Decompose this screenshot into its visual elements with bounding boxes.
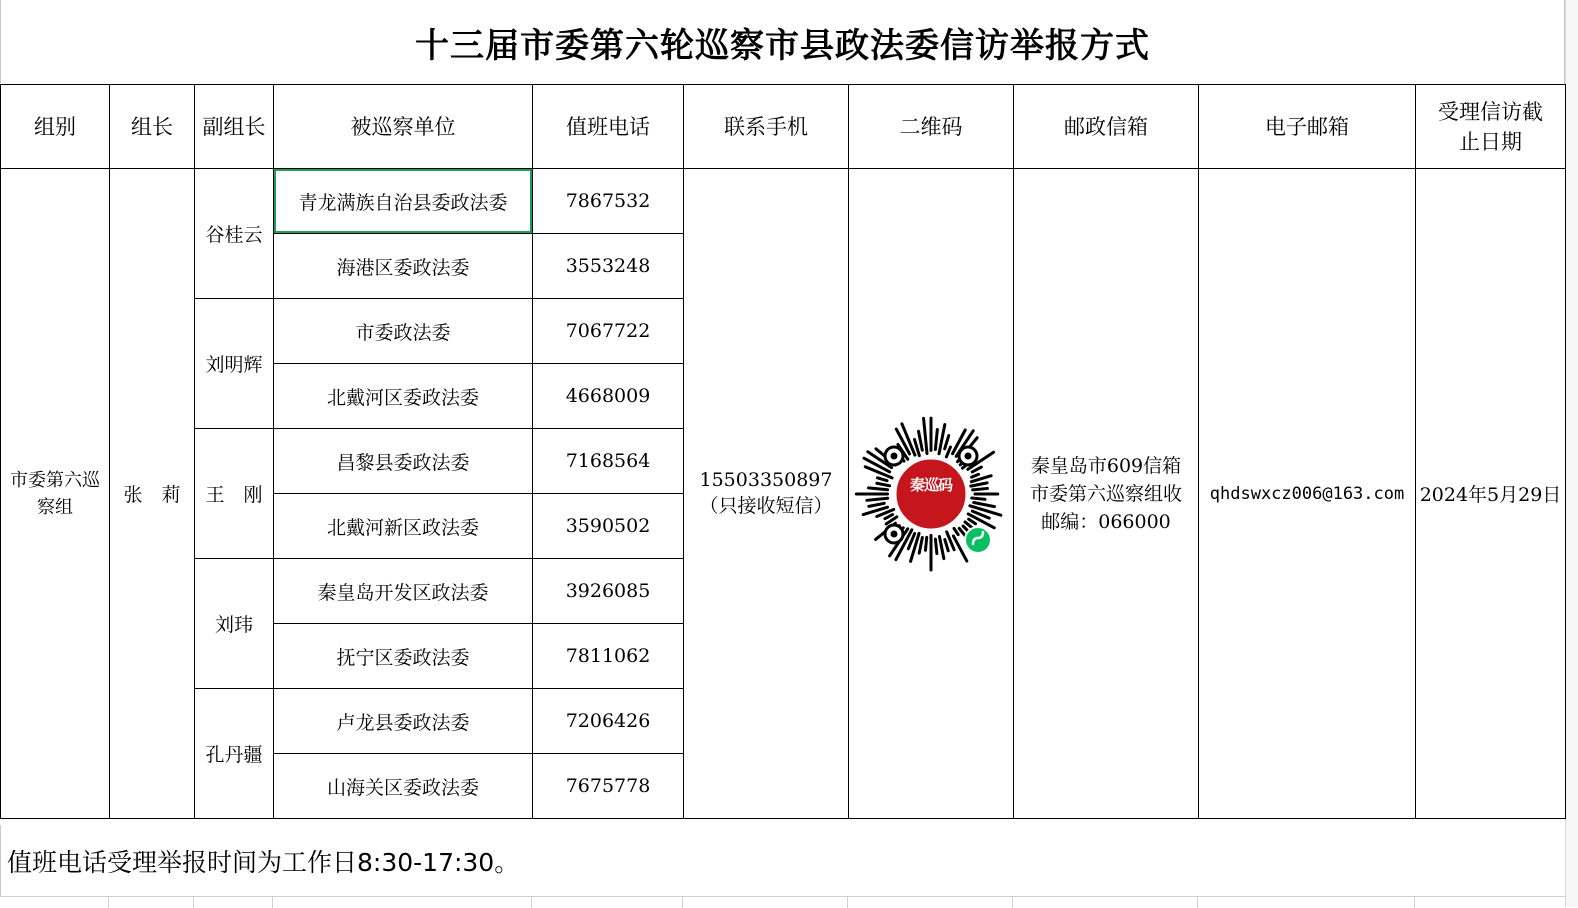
qr-dash bbox=[974, 502, 995, 506]
sheet-edge bbox=[1565, 0, 1578, 907]
header-row bbox=[1, 85, 1566, 169]
unit-cell[interactable]: 昌黎县委政法委 bbox=[274, 429, 533, 494]
postal-line3: 邮编：066000 bbox=[1041, 510, 1171, 533]
qr-dash bbox=[935, 539, 936, 553]
next-row-gridlines bbox=[0, 896, 1565, 908]
unit-cell[interactable]: 海港区委政法委 bbox=[274, 234, 533, 299]
footer-note: 值班电话受理举报时间为工作日8:30-17:30。 bbox=[0, 825, 1565, 897]
qr-dash bbox=[924, 418, 927, 453]
qr-dash bbox=[939, 536, 943, 558]
phone-cell[interactable]: 7867532 bbox=[533, 169, 684, 234]
report-table bbox=[0, 84, 1566, 819]
qr-dash bbox=[945, 435, 949, 448]
table-row bbox=[1, 169, 1566, 234]
phone-cell[interactable]: 3553248 bbox=[533, 234, 684, 299]
deadline-cell[interactable]: 2024年5月29日 bbox=[1416, 169, 1566, 819]
qrcode-logo-text: 秦巡码 bbox=[909, 475, 952, 494]
qr-dash bbox=[869, 487, 888, 489]
phone-cell[interactable]: 7675778 bbox=[533, 754, 684, 819]
postal-line1: 秦皇岛市609信箱 bbox=[1030, 454, 1182, 477]
phone-cell[interactable]: 7067722 bbox=[533, 299, 684, 364]
leader-cell[interactable]: 张 莉 bbox=[110, 169, 195, 819]
phone-cell[interactable]: 4668009 bbox=[533, 364, 684, 429]
phone-cell[interactable]: 3926085 bbox=[533, 559, 684, 624]
unit-cell[interactable]: 青龙满族自治县委政法委 bbox=[274, 169, 533, 234]
mobile-cell[interactable] bbox=[684, 169, 849, 819]
qr-dash bbox=[919, 537, 922, 553]
header-mobile: 联系手机 bbox=[684, 85, 849, 169]
qrcode-cell[interactable] bbox=[849, 169, 1014, 819]
qr-dash bbox=[867, 498, 888, 500]
phone-cell[interactable]: 7206426 bbox=[533, 689, 684, 754]
phone-cell[interactable]: 3590502 bbox=[533, 494, 684, 559]
unit-cell[interactable]: 北戴河区委政法委 bbox=[274, 364, 533, 429]
qr-dash bbox=[877, 483, 890, 486]
unit-cell[interactable]: 卢龙县委政法委 bbox=[274, 689, 533, 754]
header-duty-phone: 值班电话 bbox=[533, 85, 684, 169]
header-postal: 邮政信箱 bbox=[1014, 85, 1199, 169]
postal-cell[interactable] bbox=[1014, 169, 1199, 819]
header-leader: 组长 bbox=[110, 85, 195, 169]
deputy-cell[interactable]: 孔丹疆 bbox=[195, 689, 274, 819]
qr-dash bbox=[919, 431, 923, 450]
qr-dash bbox=[973, 488, 988, 489]
header-deadline: 受理信访截止日期 bbox=[1416, 85, 1566, 169]
qr-dash bbox=[935, 429, 937, 449]
unit-cell[interactable]: 市委政法委 bbox=[274, 299, 533, 364]
deputy-cell[interactable]: 刘明辉 bbox=[195, 299, 274, 429]
email-cell[interactable]: qhdswxcz006@163.com bbox=[1199, 169, 1416, 819]
mobile-number: 15503350897 bbox=[699, 469, 833, 491]
qr-dash bbox=[972, 474, 979, 477]
unit-cell[interactable]: 秦皇岛开发区政法委 bbox=[274, 559, 533, 624]
miniprogram-badge-icon bbox=[965, 527, 991, 553]
qr-dash bbox=[946, 447, 950, 457]
qr-dash bbox=[878, 477, 888, 480]
mobile-note: （只接收短信） bbox=[699, 495, 833, 517]
qr-dash bbox=[972, 467, 981, 472]
deputy-cell[interactable]: 王 刚 bbox=[195, 429, 274, 559]
qr-finder-dot bbox=[891, 530, 898, 537]
qr-dash bbox=[972, 498, 985, 499]
postal-line2: 市委第六巡察组收 bbox=[1029, 482, 1182, 505]
header-email: 电子邮箱 bbox=[1199, 85, 1416, 169]
phone-cell[interactable]: 7811062 bbox=[533, 624, 684, 689]
phone-cell[interactable]: 7168564 bbox=[533, 429, 684, 494]
qrcode-image bbox=[852, 410, 1010, 578]
deputy-cell[interactable]: 刘玮 bbox=[195, 559, 274, 689]
unit-cell[interactable]: 山海关区委政法委 bbox=[274, 754, 533, 819]
header-group: 组别 bbox=[1, 85, 110, 169]
qr-dash bbox=[969, 519, 976, 524]
qr-dash bbox=[869, 503, 884, 506]
group-cell[interactable]: 市委第六巡察组 bbox=[1, 169, 110, 819]
header-deputy: 副组长 bbox=[195, 85, 274, 169]
qr-dash bbox=[885, 514, 893, 518]
deputy-cell[interactable]: 谷桂云 bbox=[195, 169, 274, 299]
qr-dash bbox=[925, 537, 926, 550]
unit-cell[interactable]: 北戴河新区政法委 bbox=[274, 494, 533, 559]
header-unit: 被巡察单位 bbox=[274, 85, 533, 169]
qr-dash bbox=[954, 528, 958, 534]
header-qrcode: 二维码 bbox=[849, 85, 1014, 169]
unit-cell[interactable]: 抚宁区委政法委 bbox=[274, 624, 533, 689]
qr-finder-dot bbox=[965, 452, 972, 459]
page-title: 十三届市委第六轮巡察市县政法委信访举报方式 bbox=[0, 0, 1565, 84]
qr-dash bbox=[945, 539, 948, 550]
qr-dash bbox=[971, 482, 987, 485]
qr-finder-dot bbox=[891, 452, 898, 459]
